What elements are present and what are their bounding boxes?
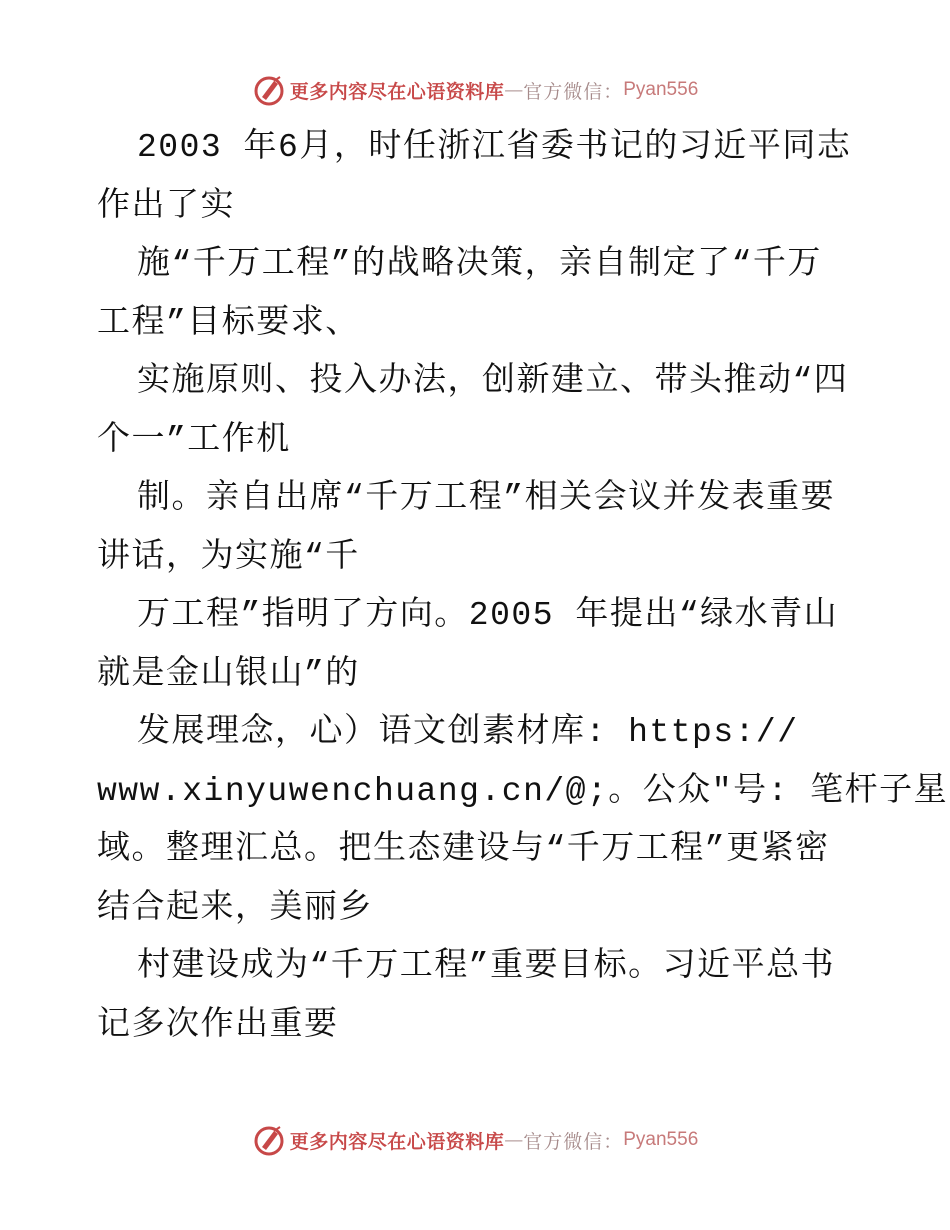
banner-wechat-id: Pyan556 — [623, 1129, 699, 1150]
text-line: 发展理念，心）语文创素材库: https:// — [137, 714, 799, 751]
text-line: www.xinyuwenchuang.cn/@;。公众"号: 笔杆子星 — [97, 772, 949, 810]
text-line: 村建设成为“千万工程”重要目标。习近平总书 — [137, 948, 836, 985]
text-line: 工程”目标要求、 — [97, 304, 360, 342]
header-watermark-banner — [0, 70, 950, 110]
text-line: 结合起来，美丽乡 — [97, 889, 373, 927]
banner-wechat-id: Pyan556 — [623, 79, 699, 100]
text-line: 制。亲自出席“千万工程”相关会议并发表重要 — [137, 480, 836, 517]
text-line: 作出了实 — [97, 187, 235, 225]
banner-dash: — — [504, 1129, 524, 1151]
logo-icon — [252, 1123, 286, 1157]
banner-dash: — — [504, 79, 524, 101]
logo-icon — [252, 73, 286, 107]
text-line: 讲话，为实施“千 — [97, 538, 360, 576]
text-line: 施“千万工程”的战略决策，亲自制定了“千万 — [137, 246, 822, 283]
text-line: 记多次作出重要 — [97, 1006, 339, 1044]
document-body — [97, 119, 949, 1055]
text-line: 2003 年6月，时任浙江省委书记的习近平同志 — [137, 129, 852, 166]
text-line: 个一”工作机 — [97, 421, 291, 459]
banner-wechat-label: 官方微信： — [523, 1130, 624, 1153]
text-line: 实施原则、投入办法，创新建立、带头推动“四 — [137, 363, 849, 400]
text-line: 就是金山银山”的 — [97, 655, 360, 693]
text-line: 万工程”指明了方向。2005 年提出“绿水青山 — [137, 597, 839, 634]
banner-wechat-label: 官方微信： — [523, 80, 624, 103]
text-line: 域。整理汇总。把生态建设与“千万工程”更紧密 — [97, 831, 830, 868]
banner-slogan: 更多内容尽在心语资料库 — [289, 1130, 505, 1153]
footer-watermark-banner — [0, 1120, 950, 1160]
banner-slogan: 更多内容尽在心语资料库 — [289, 80, 505, 103]
